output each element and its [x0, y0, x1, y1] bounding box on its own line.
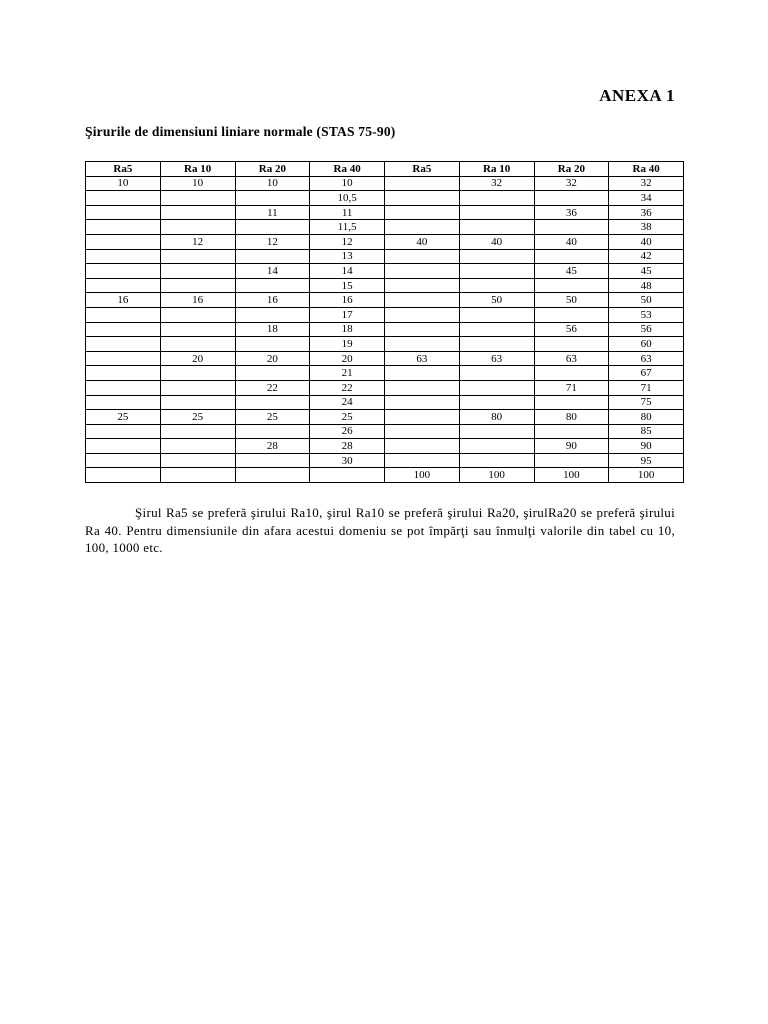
table-cell — [160, 307, 235, 322]
table-cell — [534, 220, 609, 235]
table-cell: 25 — [310, 410, 385, 425]
table-cell: 20 — [310, 351, 385, 366]
table-cell — [160, 395, 235, 410]
table-cell — [86, 366, 161, 381]
column-header: Ra5 — [385, 162, 460, 177]
table-cell: 40 — [534, 234, 609, 249]
table-cell: 30 — [310, 453, 385, 468]
table-body — [86, 176, 684, 482]
table-cell — [459, 337, 534, 352]
table-cell — [235, 366, 310, 381]
table-cell — [385, 410, 460, 425]
table-cell — [385, 278, 460, 293]
table-cell — [459, 453, 534, 468]
table-cell: 63 — [385, 351, 460, 366]
table-cell: 22 — [235, 380, 310, 395]
table-cell: 25 — [160, 410, 235, 425]
table-cell — [459, 264, 534, 279]
column-header: Ra 10 — [459, 162, 534, 177]
table-cell — [459, 191, 534, 206]
table-cell — [235, 307, 310, 322]
table-cell — [459, 439, 534, 454]
table-cell: 80 — [534, 410, 609, 425]
explanatory-note — [85, 504, 675, 557]
table-cell — [385, 337, 460, 352]
table-cell — [385, 307, 460, 322]
table-cell — [534, 424, 609, 439]
table-cell: 32 — [534, 176, 609, 191]
table-cell: 36 — [609, 205, 684, 220]
table-cell: 100 — [609, 468, 684, 483]
table-cell: 16 — [86, 293, 161, 308]
note-paragraph: Şirul Ra5 se preferă şirului Ra10, şirul Ra10 se preferă şirului Ra20, şirulRa20 se preferă şirului Ra 40. Pentru dimensiunile din afara acestui domeniu se pot împărţi sau înmulţi valorile din tabel cu 10, 100, 1000 etc. — [85, 505, 675, 555]
table-cell: 12 — [235, 234, 310, 249]
table-cell — [385, 176, 460, 191]
table-cell — [459, 249, 534, 264]
table-cell — [459, 380, 534, 395]
table-cell: 10 — [86, 176, 161, 191]
table-row — [86, 337, 684, 352]
table-row — [86, 293, 684, 308]
table-cell — [385, 205, 460, 220]
table-cell — [160, 249, 235, 264]
column-header: Ra 10 — [160, 162, 235, 177]
table-cell — [459, 366, 534, 381]
column-header: Ra 40 — [310, 162, 385, 177]
column-header: Ra5 — [86, 162, 161, 177]
table-row — [86, 439, 684, 454]
table-row — [86, 220, 684, 235]
document-title: Şirurile de dimensiuni liniare normale (STAS 75-90) — [85, 124, 396, 139]
table-cell: 40 — [609, 234, 684, 249]
table-cell — [385, 453, 460, 468]
table-cell — [160, 322, 235, 337]
table-cell: 14 — [310, 264, 385, 279]
table-cell — [385, 191, 460, 206]
table-cell: 34 — [609, 191, 684, 206]
table-cell — [86, 380, 161, 395]
table-cell: 28 — [235, 439, 310, 454]
table-cell — [385, 439, 460, 454]
table-cell: 85 — [609, 424, 684, 439]
table-cell: 11 — [235, 205, 310, 220]
table-cell — [86, 453, 161, 468]
table-cell: 10 — [160, 176, 235, 191]
table-cell — [86, 468, 161, 483]
table-cell — [86, 307, 161, 322]
table-cell — [160, 424, 235, 439]
table-cell: 42 — [609, 249, 684, 264]
table-cell: 67 — [609, 366, 684, 381]
table-row — [86, 351, 684, 366]
table-cell: 19 — [310, 337, 385, 352]
table-row — [86, 191, 684, 206]
table-cell: 20 — [160, 351, 235, 366]
table-row — [86, 307, 684, 322]
table-cell: 21 — [310, 366, 385, 381]
table-cell: 40 — [385, 234, 460, 249]
table-row — [86, 453, 684, 468]
table-row — [86, 176, 684, 191]
table-cell: 25 — [235, 410, 310, 425]
table-cell: 18 — [310, 322, 385, 337]
table-cell — [86, 205, 161, 220]
table-cell: 100 — [534, 468, 609, 483]
table-cell — [534, 307, 609, 322]
table-cell — [160, 468, 235, 483]
table-row — [86, 278, 684, 293]
table-cell — [459, 205, 534, 220]
table-cell: 13 — [310, 249, 385, 264]
table-cell: 11 — [310, 205, 385, 220]
table-cell — [160, 278, 235, 293]
table-cell: 63 — [459, 351, 534, 366]
table-cell — [534, 278, 609, 293]
table-cell — [86, 424, 161, 439]
table-cell: 24 — [310, 395, 385, 410]
table-cell — [160, 439, 235, 454]
table-cell: 10,5 — [310, 191, 385, 206]
table-cell — [235, 278, 310, 293]
table-cell — [86, 264, 161, 279]
table-cell: 17 — [310, 307, 385, 322]
table-cell — [534, 395, 609, 410]
table-cell — [160, 453, 235, 468]
table-cell — [235, 220, 310, 235]
table-row — [86, 424, 684, 439]
table-cell: 60 — [609, 337, 684, 352]
table-cell — [86, 191, 161, 206]
table-cell: 28 — [310, 439, 385, 454]
table-cell — [459, 424, 534, 439]
table-cell: 53 — [609, 307, 684, 322]
table-cell — [160, 380, 235, 395]
table-cell — [235, 453, 310, 468]
table-cell: 75 — [609, 395, 684, 410]
table-cell: 95 — [609, 453, 684, 468]
table-cell — [385, 380, 460, 395]
table-cell — [235, 424, 310, 439]
table-row — [86, 380, 684, 395]
table-cell — [385, 249, 460, 264]
table-cell — [385, 424, 460, 439]
table-cell — [385, 395, 460, 410]
table-cell — [385, 293, 460, 308]
table-row — [86, 322, 684, 337]
table-cell: 48 — [609, 278, 684, 293]
table-cell — [160, 220, 235, 235]
table-cell: 50 — [609, 293, 684, 308]
table-cell — [459, 220, 534, 235]
table-row — [86, 264, 684, 279]
table-cell — [86, 220, 161, 235]
table-cell: 22 — [310, 380, 385, 395]
table-cell: 16 — [235, 293, 310, 308]
table-cell — [385, 220, 460, 235]
table-cell — [534, 453, 609, 468]
table-cell — [459, 307, 534, 322]
table-cell — [160, 366, 235, 381]
table-cell: 71 — [609, 380, 684, 395]
table-cell: 38 — [609, 220, 684, 235]
table-cell — [160, 191, 235, 206]
table-cell — [86, 278, 161, 293]
table-cell — [459, 322, 534, 337]
table-cell — [86, 337, 161, 352]
table-cell — [385, 322, 460, 337]
table-cell — [534, 366, 609, 381]
table-cell: 18 — [235, 322, 310, 337]
table-cell: 45 — [534, 264, 609, 279]
table-header-row — [86, 162, 684, 177]
table-cell — [235, 249, 310, 264]
table-cell: 20 — [235, 351, 310, 366]
dimension-series-table — [85, 161, 684, 483]
table-cell: 63 — [609, 351, 684, 366]
table-cell: 90 — [609, 439, 684, 454]
table-cell — [235, 468, 310, 483]
annex-title: ANEXA 1 — [599, 86, 675, 105]
table-cell — [86, 395, 161, 410]
column-header: Ra 40 — [609, 162, 684, 177]
table-cell — [385, 366, 460, 381]
table-cell: 11,5 — [310, 220, 385, 235]
table-cell — [160, 337, 235, 352]
table-cell — [235, 337, 310, 352]
table-cell: 80 — [609, 410, 684, 425]
table-cell: 56 — [534, 322, 609, 337]
table-cell: 40 — [459, 234, 534, 249]
table-cell — [534, 337, 609, 352]
table-cell: 100 — [385, 468, 460, 483]
table-row — [86, 366, 684, 381]
table-cell — [235, 395, 310, 410]
table-cell — [160, 264, 235, 279]
column-header: Ra 20 — [534, 162, 609, 177]
table-cell — [310, 468, 385, 483]
table-cell — [160, 205, 235, 220]
table-cell: 100 — [459, 468, 534, 483]
table-row — [86, 395, 684, 410]
table-cell — [459, 278, 534, 293]
table-cell — [86, 249, 161, 264]
table-cell: 80 — [459, 410, 534, 425]
table-cell: 90 — [534, 439, 609, 454]
table-cell: 32 — [459, 176, 534, 191]
table-cell — [86, 351, 161, 366]
table-row — [86, 468, 684, 483]
table-cell: 10 — [235, 176, 310, 191]
table-cell: 16 — [160, 293, 235, 308]
table-row — [86, 205, 684, 220]
table-cell — [459, 395, 534, 410]
table-cell: 15 — [310, 278, 385, 293]
table-row — [86, 249, 684, 264]
table-cell: 50 — [459, 293, 534, 308]
table-cell: 12 — [310, 234, 385, 249]
table-cell — [86, 322, 161, 337]
table-cell: 16 — [310, 293, 385, 308]
table-cell: 12 — [160, 234, 235, 249]
table-cell: 63 — [534, 351, 609, 366]
table-cell: 56 — [609, 322, 684, 337]
table-cell — [385, 264, 460, 279]
table-cell — [86, 234, 161, 249]
table-cell: 36 — [534, 205, 609, 220]
table-row — [86, 410, 684, 425]
table-cell — [86, 439, 161, 454]
table-cell — [235, 191, 310, 206]
table-cell: 26 — [310, 424, 385, 439]
table-cell: 10 — [310, 176, 385, 191]
table-cell: 50 — [534, 293, 609, 308]
column-header: Ra 20 — [235, 162, 310, 177]
table-cell: 14 — [235, 264, 310, 279]
table-cell — [534, 249, 609, 264]
table-cell — [534, 191, 609, 206]
table-cell: 71 — [534, 380, 609, 395]
table-cell: 25 — [86, 410, 161, 425]
table-cell: 45 — [609, 264, 684, 279]
table-row — [86, 234, 684, 249]
table-cell: 32 — [609, 176, 684, 191]
